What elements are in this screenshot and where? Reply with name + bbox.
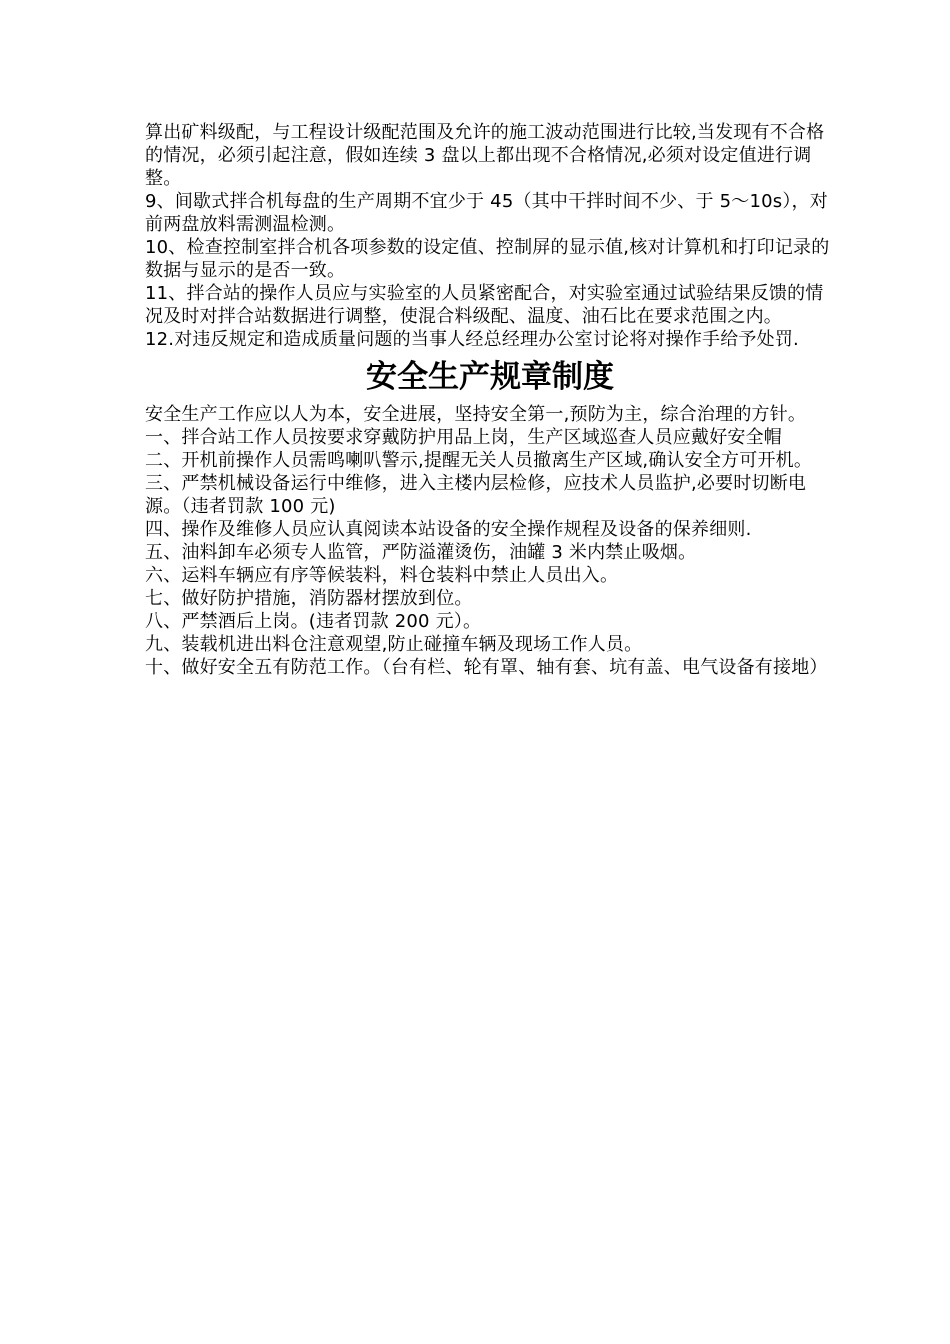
safety-title: 安全生产规章制度 — [366, 359, 614, 395]
safety-rule-1: 一、拌合站工作人员按要求穿戴防护用品上岗，生产区域巡查人员应戴好安全帽 — [145, 427, 782, 448]
safety-rule-3: 三、严禁机械设备运行中维修，进入主楼内层检修，应技术人员监护,必要时切断电源。（违者罚款 100 元) — [145, 473, 807, 517]
safety-rule-7: 七、做好防护措施，消防器材摆放到位。 — [145, 588, 473, 609]
safety-section — [145, 403, 835, 679]
safety-rule-8: 八、严禁酒后上岗。(违者罚款 200 元）。 — [145, 611, 482, 632]
document-page — [145, 121, 835, 679]
safety-intro: 安全生产工作应以人为本，安全进展，坚持安全第一,预防为主，综合治理的方针。 — [145, 404, 807, 425]
quality-paragraph-3: 10、检查控制室拌合机各项参数的设定值、控制屏的显示值,核对计算机和打印记录的数据与显示的是否一致。 — [145, 237, 830, 281]
safety-rule-4: 四、操作及维修人员应认真阅读本站设备的安全操作规程及设备的保养细则. — [145, 519, 752, 540]
quality-paragraph-2: 9、间歇式拌合机每盘的生产周期不宜少于 45（其中干拌时间不少、于 5～10s），对前两盘放料需测温检测。 — [145, 191, 828, 235]
safety-rule-9: 九、装载机进出料仓注意观望,防止碰撞车辆及现场工作人员。 — [145, 634, 643, 655]
safety-rule-6: 六、运料车辆应有序等候装料，料仓装料中禁止人员出入。 — [145, 565, 619, 586]
safety-rule-2: 二、开机前操作人员需鸣喇叭警示,提醒无关人员撤离生产区域,确认安全方可开机。 — [145, 450, 813, 471]
quality-paragraph-5: 12.对违反规定和造成质量问题的当事人经总经理办公室讨论将对操作手给予处罚. — [145, 329, 799, 350]
safety-rule-5: 五、油料卸车必须专人监管，严防溢灌烫伤，油罐 3 米内禁止吸烟。 — [145, 542, 697, 563]
quality-section — [145, 121, 835, 351]
quality-paragraph-4: 11、拌合站的操作人员应与实验室的人员紧密配合，对实验室通过试验结果反馈的情况及时对拌合站数据进行调整，使混合料级配、温度、油石比在要求范围之内。 — [145, 283, 824, 327]
safety-rule-10: 十、做好安全五有防范工作。（台有栏、轮有罩、轴有套、坑有盖、电气设备有接地） — [145, 657, 828, 678]
quality-paragraph-1: 算出矿料级配，与工程设计级配范围及允许的施工波动范围进行比较,当发现有不合格的情况，必须引起注意，假如连续 3 盘以上都出现不合格情况,必须对设定值进行调整。 — [145, 122, 825, 189]
